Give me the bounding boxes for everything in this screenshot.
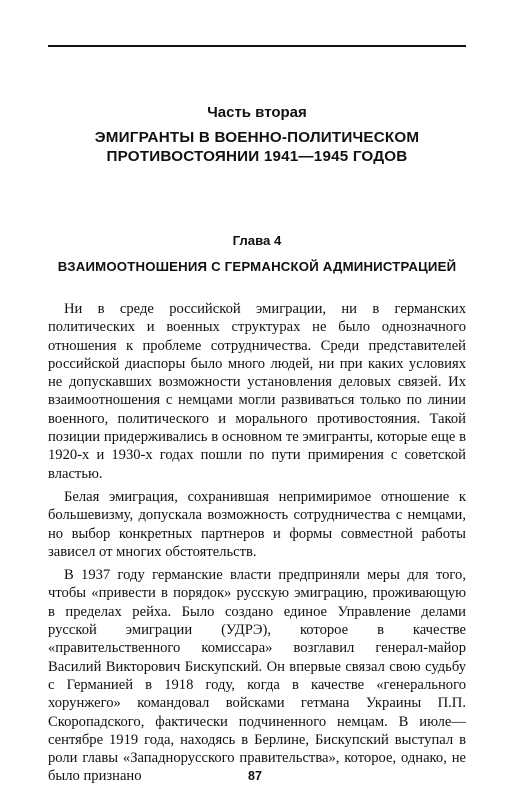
paragraph: Белая эмиграция, сохранившая непримиримое отношение к большевизму, допускала возможность сотрудничества с немцами, но выбор конкретных партнеров и формы совместной работы зависел от многих обстоятельств. (48, 488, 466, 560)
part-title: ЭМИГРАНТЫ В ВОЕННО-ПОЛИТИЧЕСКОМ ПРОТИВОСТОЯНИИ 1941—1945 ГОДОВ (94, 129, 420, 165)
chapter-title: ВЗАИМООТНОШЕНИЯ С ГЕРМАНСКОЙ АДМИНИСТРАЦИЕЙ (57, 259, 457, 274)
body-text (48, 300, 466, 786)
paragraph: Ни в среде российской эмиграции, ни в германских политических и военных структурах не было однозначного отношения к проблеме сотрудничества. Среди представителей российской диаспоры было много людей, ни при каких условиях не допускавших возможности установления деловых связей. Их взаимоотношения с немцами могли развиваться только по линии военного, политического и морального противостояния. Такой позиции придерживались в основном те эмигранты, которые еще в 1920-х и 1930-х годах пошли по пути примирения с советской властью. (48, 301, 466, 482)
top-rule (48, 45, 466, 47)
page-number: 87 (248, 769, 262, 783)
chapter-label: Глава 4 (232, 233, 282, 248)
paragraph: В 1937 году германские власти предприняли меры для того, чтобы «привести в порядок» русскую эмиграцию, проживающую в пределах рейха. Было создано единое Управление делами русской эмиграции (УДРЭ), которое в качестве «правительственного комиссара» возглавил генерал-майор Василий Викторович Бискупский. Он впервые связал свою судьбу с Германией в 1918 году, когда в качестве «генерального хорунжего» командовал войсками гетмана Украины П.П. Скоропадского, фактически подчиненного немцам. В июле—сентябре 1919 года, находясь в Берлине, Бискупский выступал в роли главы «Западнорусского правительства», которое, однако, не было признано (48, 567, 466, 785)
part-label: Часть вторая (207, 104, 307, 121)
